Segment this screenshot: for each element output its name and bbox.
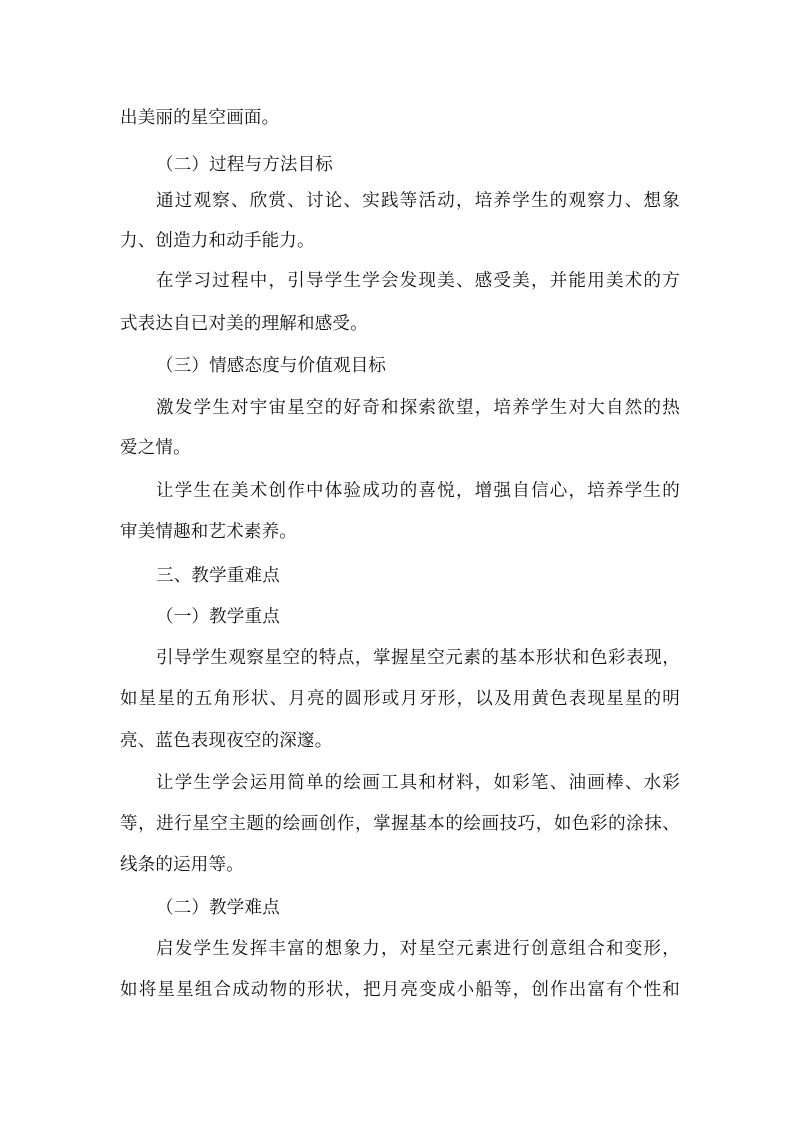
text-line: 在学习过程中，引导学生学会发现美、感受美，并能用美术的方 — [156, 271, 680, 291]
text-line: 通过观察、欣赏、讨论、实践等活动，培养学生的观察力、想象 — [156, 191, 680, 211]
section-heading: 三、教学重难点 — [156, 566, 280, 586]
section-heading: （三）情感态度与价值观目标 — [156, 356, 387, 376]
text-line: 如将星星组合成动物的形状，把月亮变成小船等，创作出富有个性和 — [120, 980, 680, 1000]
text-line: 亮、蓝色表现夜空的深邃。 — [120, 731, 333, 751]
text-line: 引导学生观察星空的特点，掌握星空元素的基本形状和色彩表现， — [156, 648, 680, 668]
text-line: 爱之情。 — [120, 438, 191, 458]
section-heading: （二）教学难点 — [156, 898, 280, 918]
text-line: 线条的运用等。 — [120, 855, 244, 875]
text-line: 力、创造力和动手能力。 — [120, 231, 315, 251]
text-line: 审美情趣和艺术素养。 — [120, 522, 297, 542]
text-line: 让学生学会运用简单的绘画工具和材料，如彩笔、油画棒、水彩 — [156, 773, 680, 793]
text-line: 让学生在美术创作中体验成功的喜悦，增强自信心，培养学生的 — [156, 481, 680, 501]
text-line: 等，进行星空主题的绘画创作，掌握基本的绘画技巧，如色彩的涂抹、 — [120, 814, 680, 834]
section-heading: （一）教学重点 — [156, 607, 280, 627]
text-line: 出美丽的星空画面。 — [120, 108, 280, 128]
text-line: 如星星的五角形状、月亮的圆形或月牙形，以及用黄色表现星星的明 — [120, 689, 680, 709]
text-line: 式表达自已对美的理解和感受。 — [120, 314, 368, 334]
text-line: 启发学生发挥丰富的想象力，对星空元素进行创意组合和变形， — [156, 939, 680, 959]
text-line: 激发学生对宇宙星空的好奇和探索欲望，培养学生对大自然的热 — [156, 398, 680, 418]
section-heading: （二）过程与方法目标 — [156, 155, 333, 175]
